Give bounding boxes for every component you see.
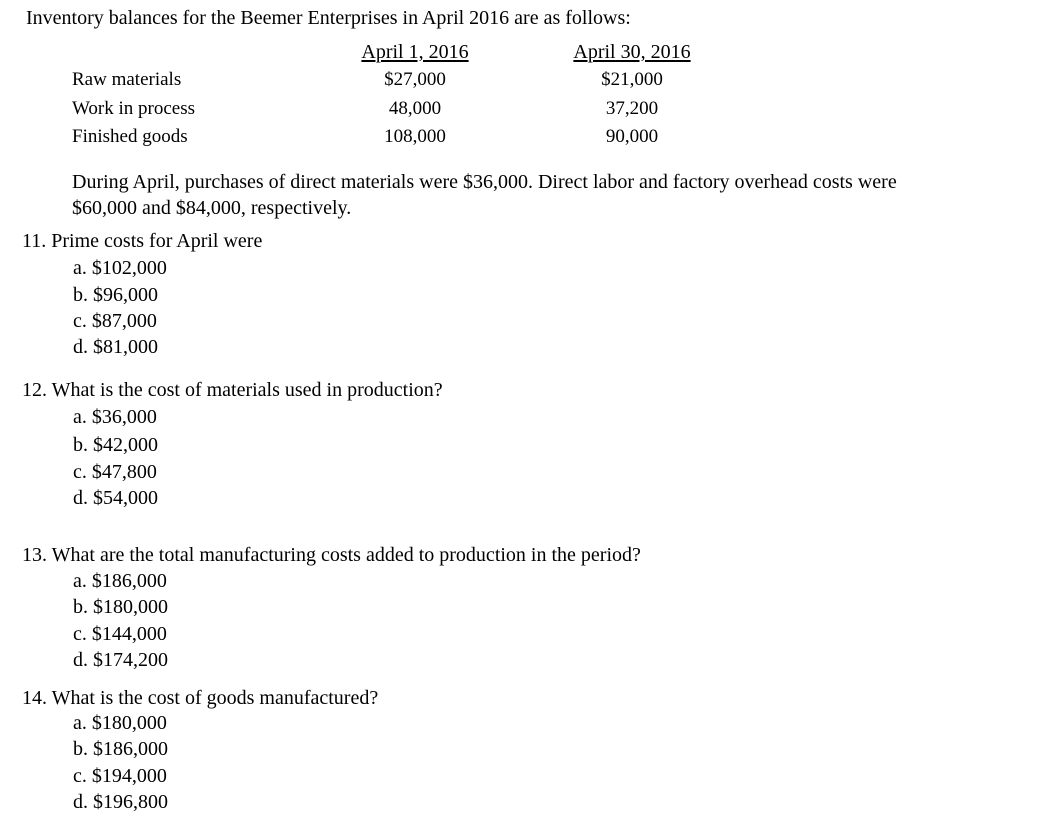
finished-goods-end: 90,000 bbox=[605, 126, 659, 147]
answer-option: c. $144,000 bbox=[73, 623, 167, 645]
answer-option: a. $36,000 bbox=[73, 406, 157, 428]
answer-option: c. $47,800 bbox=[73, 461, 157, 483]
finished-goods-begin: 108,000 bbox=[384, 126, 446, 147]
answer-option: b. $186,000 bbox=[73, 738, 168, 760]
raw-materials-begin: $27,000 bbox=[384, 69, 446, 90]
answer-option: b. $96,000 bbox=[73, 284, 158, 306]
column-header-april-30: April 30, 2016 bbox=[573, 41, 691, 63]
question-prompt: 11. Prime costs for April were bbox=[22, 230, 263, 252]
raw-materials-end: $21,000 bbox=[601, 69, 663, 90]
answer-option: b. $180,000 bbox=[73, 596, 168, 618]
column-header-april-1: April 1, 2016 bbox=[361, 41, 469, 63]
answer-option: c. $87,000 bbox=[73, 310, 157, 332]
question-prompt: 14. What is the cost of goods manufactured? bbox=[22, 687, 379, 709]
answer-option: b. $42,000 bbox=[73, 434, 158, 456]
question-prompt: 13. What are the total manufacturing costs added to production in the period? bbox=[22, 544, 641, 566]
answer-option: d. $81,000 bbox=[73, 336, 158, 358]
answer-option: d. $196,800 bbox=[73, 791, 168, 813]
question-prompt: 12. What is the cost of materials used in production? bbox=[22, 379, 443, 401]
row-label-work-in-process: Work in process bbox=[72, 98, 195, 119]
answer-option: a. $102,000 bbox=[73, 257, 167, 279]
paragraph-line-2: $60,000 and $84,000, respectively. bbox=[72, 197, 352, 219]
work-in-process-begin: 48,000 bbox=[388, 98, 442, 119]
work-in-process-end: 37,200 bbox=[605, 98, 659, 119]
row-label-raw-materials: Raw materials bbox=[72, 69, 182, 90]
answer-option: d. $54,000 bbox=[73, 487, 158, 509]
paragraph-line-1: During April, purchases of direct materials were $36,000. Direct labor and factory overhead costs were bbox=[72, 171, 897, 193]
answer-option: a. $180,000 bbox=[73, 712, 167, 734]
answer-option: a. $186,000 bbox=[73, 570, 167, 592]
answer-option: d. $174,200 bbox=[73, 649, 168, 671]
row-label-finished-goods: Finished goods bbox=[72, 126, 188, 147]
answer-option: c. $194,000 bbox=[73, 765, 167, 787]
intro-text: Inventory balances for the Beemer Enterprises in April 2016 are as follows: bbox=[26, 7, 631, 29]
